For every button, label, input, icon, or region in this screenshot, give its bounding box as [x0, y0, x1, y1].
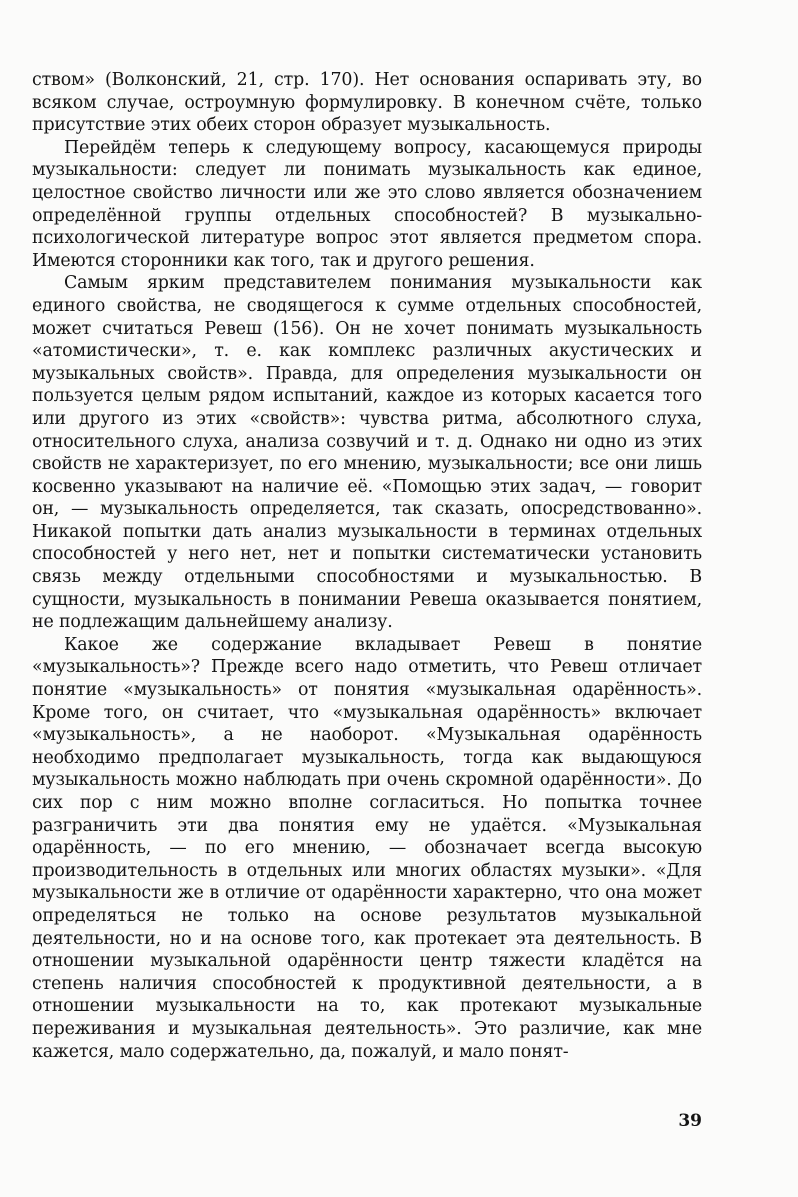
page-number: 39 — [678, 1111, 702, 1131]
paragraph-4: Какое же содержание вкладывает Ревеш в понятие «музыкальность»? Прежде всего надо отметить, что Ревеш отличает понятие «музыкальность» от понятия «музыкальная одарённость». Кроме того, он считает, что «музыкальная одарённость» включает «музыкальность», а не наоборот. «Музыкальная одарённость необходимо предполагает музыкальность, тогда как выдающуюся музыкальность можно наблюдать при очень скромной одарённости». До сих пор с ним можно вполне согласиться. Но попытка точнее разграничить эти два понятия ему не удаётся. «Музыкальная одарённость, — по его мнению, — обозначает всегда высокую производительность в отдельных или многих областях музыки». «Для музыкальности же в отличие от одарённости характерно, что она может определяться не только на основе результатов музыкальной деятельности, но и на основе того, как протекает эта деятельность. В отношении музыкальной одарённости центр тяжести кладётся на степень наличия способностей к продуктивной деятельности, а в отношении музыкальности на то, как протекают музыкальные переживания и музыкальная деятельность». Это различие, как мне кажется, мало содержательно, да, пожалуй, и мало понят- — [32, 634, 702, 1062]
paragraph-2: Перейдём теперь к следующему вопросу, касающемуся природы музыкальности: следует ли понимать музыкальность как единое, целостное свойство личности или же это слово является обозначением определённой группы отдельных способностей? В музыкально-психологической литературе вопрос этот является предметом спора. Имеются сторонники как того, так и другого решения. — [32, 137, 702, 271]
paragraph-1: ством» (Волконский, 21, стр. 170). Нет основания оспаривать эту, во всяком случае, остроумную формулировку. В конечном счёте, только присутствие этих обеих сторон образует музыкальность. — [32, 70, 702, 136]
paragraph-3: Самым ярким представителем понимания музыкальности как единого свойства, не сводящегося к сумме отдельных способностей, может считаться Ревеш (156). Он не хочет понимать музыкальность «атомистически», т. е. как комплекс различных акустических и музыкальных свойств». Правда, для определения музыкальности он пользуется целым рядом испытаний, каждое из которых касается того или другого из этих «свойств»: чувства ритма, абсолютного слуха, относительного слуха, анализа созвучий и т. д. Однако ни одно из этих свойств не характеризует, по его мнению, музыкальности; все они лишь косвенно указывают на наличие её. «Помощью этих задач, — говорит он, — музыкальность определяется, так сказать, опосредствованно». Никакой попытки дать анализ музыкальности в терминах отдельных способностей у него нет, нет и попытки систематически установить связь между отдельными способностями и музыкальностью. В сущности, музыкальность в понимании Ревеша оказывается понятием, не подлежащим дальнейшему анализу. — [32, 273, 702, 633]
text-column — [32, 69, 702, 1063]
